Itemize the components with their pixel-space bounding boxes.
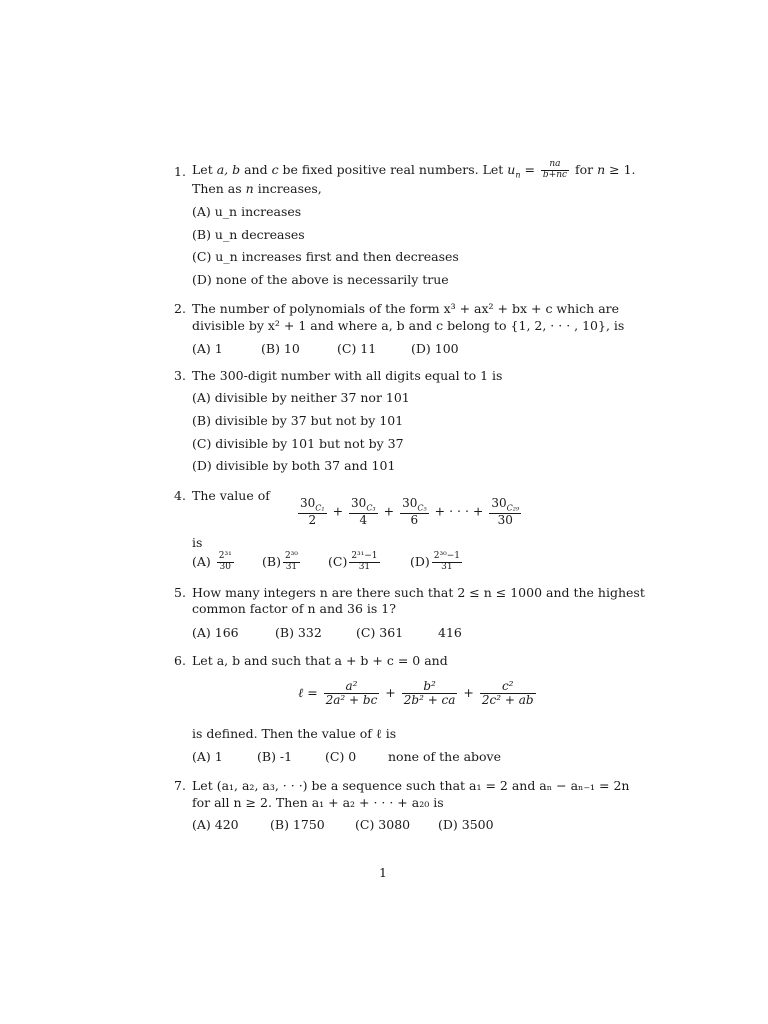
question-number: 7. (174, 778, 186, 793)
question-number: 1. (174, 164, 186, 179)
option: (A) 1 (192, 341, 223, 356)
question-text-line: is defined. Then the value of ℓ is (192, 726, 397, 741)
option: (C) u_n increases first and then decreases (192, 249, 459, 264)
option: (C) divisible by 101 but not by 37 (192, 436, 404, 451)
option: (B) divisible by 37 but not by 101 (192, 413, 404, 428)
option: 416 (438, 625, 462, 640)
option: (C) 3080 (355, 817, 411, 832)
question-number: 2. (174, 301, 186, 316)
question-number: 3. (174, 368, 186, 383)
option: (C) 0 (325, 749, 357, 764)
question-text-line: for all n ≥ 2. Then a₁ + a₂ + · · · + a₂₀ is (192, 795, 444, 810)
question-text-line: Let a, b and such that a + b + c = 0 and (192, 653, 448, 668)
option: (B) $\frac{\text{2³⁰}}{31}$ (262, 551, 298, 572)
option: (A) 166 (192, 625, 239, 640)
fraction: $\frac{30_{C_1}}{2}$ (300, 496, 325, 528)
option: (D) none of the above is necessarily true (192, 272, 449, 287)
option: (C) 11 (337, 341, 377, 356)
option: (D) 100 (411, 341, 459, 356)
question-text-line: Let a, b and c be fixed positive real numbers. Let $u_n$ = $\frac{na}{b+nc}$ for n ≥ 1. (192, 159, 636, 180)
question-text-line: Then as n increases, (192, 181, 322, 196)
fraction: $\frac{30_{C_{29}}}{30}$ (491, 496, 520, 528)
question-text-line: common factor of n and 36 is 1? (192, 601, 396, 616)
question-text-line: The 300-digit number with all digits equal to 1 is (192, 368, 503, 383)
option: (B) 332 (275, 625, 322, 640)
option: (A) $\frac{\text{2³¹}}{30}$ (192, 551, 232, 572)
option: (D) divisible by both 37 and 101 (192, 458, 396, 473)
fraction: $\frac{\text{a²}}{\text{2a² + bc}}$ (325, 679, 378, 708)
fraction: $\frac{\text{b²}}{\text{2b² + ca}}$ (403, 679, 456, 708)
option: (C) 361 (356, 625, 404, 640)
fraction: $\frac{30_{C_5}}{6}$ (402, 496, 427, 528)
question-text-line: The number of polynomials of the form x³ + ax² + bx + c which are (192, 301, 620, 316)
question-text-line: divisible by x² + 1 and where a, b and c belong to {1, 2, · · · , 10}, is (192, 318, 625, 333)
display-equation: $\frac{30_{C_1}}{2}$ + $\frac{30_{C_3}}{4}$ + $\frac{30_{C_5}}{6}$ + · · · + $\frac{30_{C_{29}}}{30}$ (300, 496, 520, 528)
question-text-line: is (192, 535, 203, 550)
option: (B) u_n decreases (192, 227, 305, 242)
question-number: 6. (174, 653, 186, 668)
option: (D) 3500 (438, 817, 494, 832)
question-text-line: The value of (192, 488, 270, 503)
fraction: $\frac{\text{c²}}{\text{2c² + ab}}$ (481, 679, 534, 708)
question-number: 4. (174, 488, 186, 503)
option: (A) divisible by neither 37 nor 101 (192, 390, 410, 405)
question-text-line: Let (a₁, a₂, a₃, · · ·) be a sequence such that a₁ = 2 and aₙ − aₙ₋₁ = 2n (192, 778, 630, 793)
fraction: $\frac{na}{b+nc}$ (542, 159, 568, 180)
fraction: $\frac{30_{C_3}}{4}$ (351, 496, 376, 528)
page-number: 1 (379, 865, 387, 880)
display-equation: ℓ = $\frac{\text{a²}}{\text{2a² + bc}}$ + $\frac{\text{b²}}{\text{2b² + ca}}$ + $\frac{\text{c²}}{\text{2c² + ab}}$ (298, 679, 534, 708)
question-number: 5. (174, 585, 186, 600)
option: (A) 420 (192, 817, 239, 832)
question-text-line: How many integers n are there such that 2 ≤ n ≤ 1000 and the highest (192, 585, 645, 600)
option: none of the above (388, 749, 502, 764)
option: (B) 1750 (270, 817, 325, 832)
option: (B) -1 (257, 749, 293, 764)
option: (D) $\frac{\text{2³⁰−1}}{31}$ (410, 551, 460, 572)
option: (A) u_n increases (192, 204, 302, 219)
option: (A) 1 (192, 749, 223, 764)
option: (C) $\frac{\text{2³¹−1}}{31}$ (328, 551, 378, 572)
option: (B) 10 (261, 341, 300, 356)
